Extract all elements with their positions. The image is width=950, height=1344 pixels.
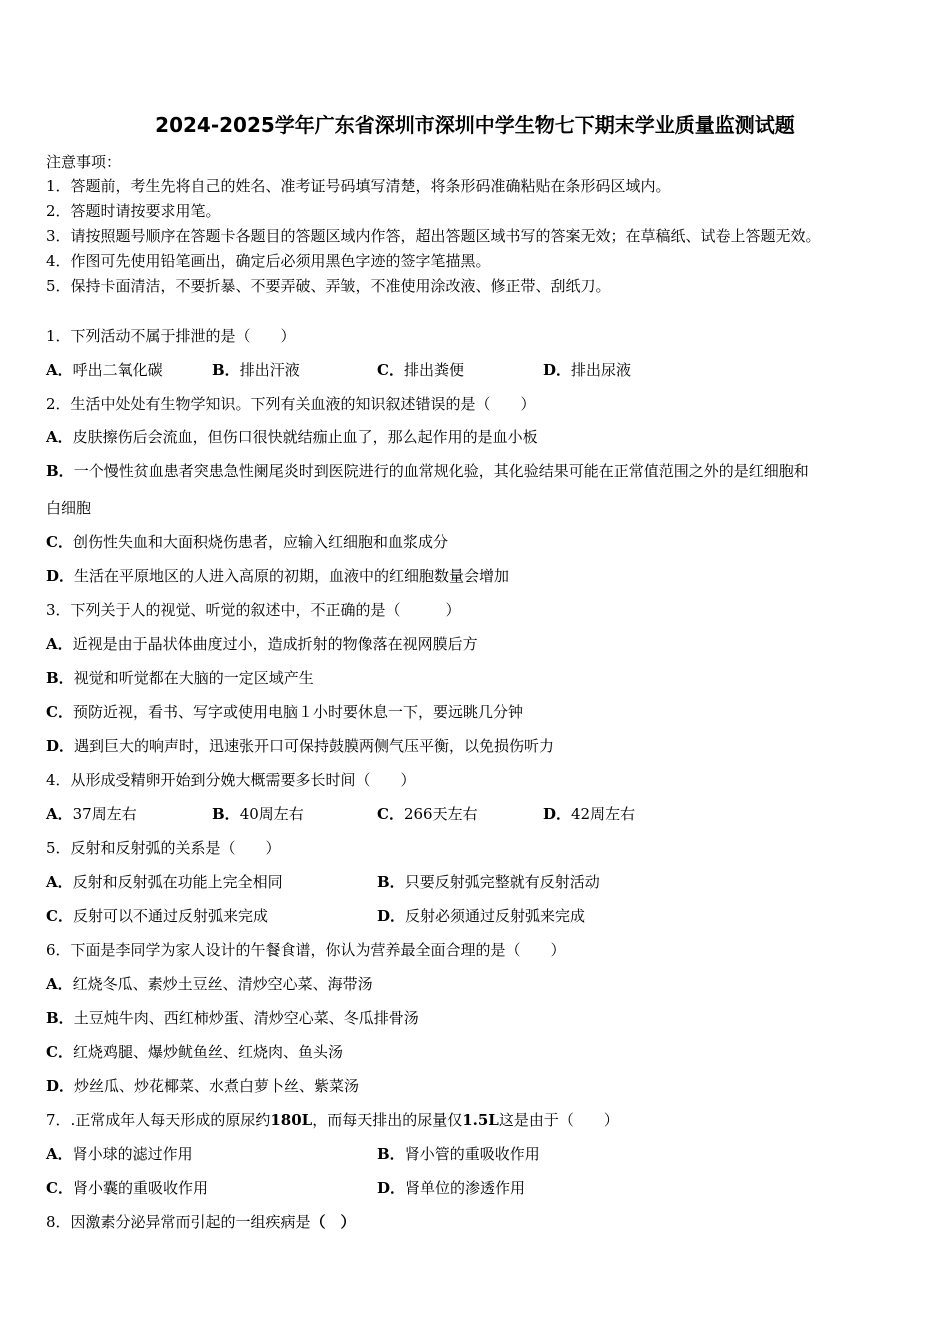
q4-option-a: A．37周左右: [46, 805, 137, 823]
question-8-stem: 8．因激素分泌异常而引起的一组疾病是（ ）: [46, 1213, 356, 1231]
notice-item: 5．保持卡面清洁，不要折暴、不要弄破、弄皱，不准使用涂改液、修正带、刮纸刀。: [46, 277, 611, 295]
q5-option-b: B．只要反射弧完整就有反射活动: [377, 873, 600, 891]
q3-option-b: B．视觉和听觉都在大脑的一定区域产生: [46, 669, 314, 687]
q1-option-d: D．排出尿液: [543, 361, 632, 379]
q5-option-a: A．反射和反射弧在功能上完全相同: [46, 873, 283, 891]
q2-option-d: D．生活在平原地区的人进入高原的初期，血液中的红细胞数量会增加: [46, 567, 510, 585]
q3-option-a: A．近视是由于晶状体曲度过小，造成折射的物像落在视网膜后方: [46, 635, 478, 653]
question-6-stem: 6．下面是李同学为家人设计的午餐食谱，你认为营养最全面合理的是（ ）: [46, 941, 566, 959]
notice-item: 3．请按照题号顺序在答题卡各题目的答题区域内作答，超出答题区域书写的答案无效；在草稿纸、试卷上答题无效。: [46, 227, 821, 245]
q1-option-b: B．排出汗液: [212, 361, 300, 379]
q1-option-c: C．排出粪便: [377, 361, 464, 379]
question-2-stem: 2．生活中处处有生物学知识。下列有关血液的知识叙述错误的是（ ）: [46, 395, 536, 413]
q6-option-d: D．炒丝瓜、炒花椰菜、水煮白萝卜丝、紫菜汤: [46, 1077, 360, 1095]
q2-option-c: C．创伤性失血和大面积烧伤患者，应输入红细胞和血浆成分: [46, 533, 448, 551]
q1-option-a: A．呼出二氧化碳: [46, 361, 163, 379]
question-3-stem: 3．下列关于人的视觉、听觉的叙述中，不正确的是（ ）: [46, 601, 461, 619]
q2-option-b-continued: 白细胞: [46, 499, 92, 517]
q7-option-a: A．肾小球的滤过作用: [46, 1145, 193, 1163]
q4-option-d: D．42周左右: [543, 805, 636, 823]
q4-option-c: C．266天左右: [377, 805, 478, 823]
page-title: 2024-2025学年广东省深圳市深圳中学生物七下期末学业质量监测试题: [155, 113, 795, 137]
q2-option-a: A．皮肤擦伤后会流血，但伤口很快就结痂止血了，那么起作用的是血小板: [46, 428, 538, 446]
q5-option-c: C．反射可以不通过反射弧来完成: [46, 907, 268, 925]
q7-option-b: B．肾小管的重吸收作用: [377, 1145, 540, 1163]
q7-option-c: C．肾小囊的重吸收作用: [46, 1179, 208, 1197]
q6-option-c: C．红烧鸡腿、爆炒鱿鱼丝、红烧肉、鱼头汤: [46, 1043, 343, 1061]
q7-option-d: D．肾单位的渗透作用: [377, 1179, 526, 1197]
q2-option-b: B．一个慢性贫血患者突患急性阑尾炎时到医院进行的血常规化验，其化验结果可能在正常值范围之外的是红细胞和: [46, 462, 809, 480]
q4-option-b: B．40周左右: [212, 805, 304, 823]
q6-option-a: A．红烧冬瓜、素炒土豆丝、清炒空心菜、海带汤: [46, 975, 373, 993]
question-7-stem: 7．.正常成年人每天形成的原尿约180L，而每天排出的尿量仅1.5L这是由于（ ）: [46, 1111, 619, 1129]
question-4-stem: 4．从形成受精卵开始到分娩大概需要多长时间（ ）: [46, 771, 416, 789]
notice-item: 1．答题前，考生先将自己的姓名、准考证号码填写清楚，将条形码准确粘贴在条形码区域内。: [46, 177, 671, 195]
q3-option-d: D．遇到巨大的响声时，迅速张开口可保持鼓膜两侧气压平衡，以免损伤听力: [46, 737, 555, 755]
notice-item: 4．作图可先使用铅笔画出，确定后必须用黑色字迹的签字笔描黑。: [46, 252, 491, 270]
q3-option-c: C．预防近视，看书、写字或使用电脑１小时要休息一下，要远眺几分钟: [46, 703, 523, 721]
notice-heading: 注意事项：: [46, 153, 122, 171]
q5-option-d: D．反射必须通过反射弧来完成: [377, 907, 586, 925]
q6-option-b: B．土豆炖牛肉、西红柿炒蛋、清炒空心菜、冬瓜排骨汤: [46, 1009, 419, 1027]
question-5-stem: 5．反射和反射弧的关系是（ ）: [46, 839, 281, 857]
question-1-stem: 1．下列活动不属于排泄的是（ ）: [46, 327, 296, 345]
notice-item: 2．答题时请按要求用笔。: [46, 202, 221, 220]
